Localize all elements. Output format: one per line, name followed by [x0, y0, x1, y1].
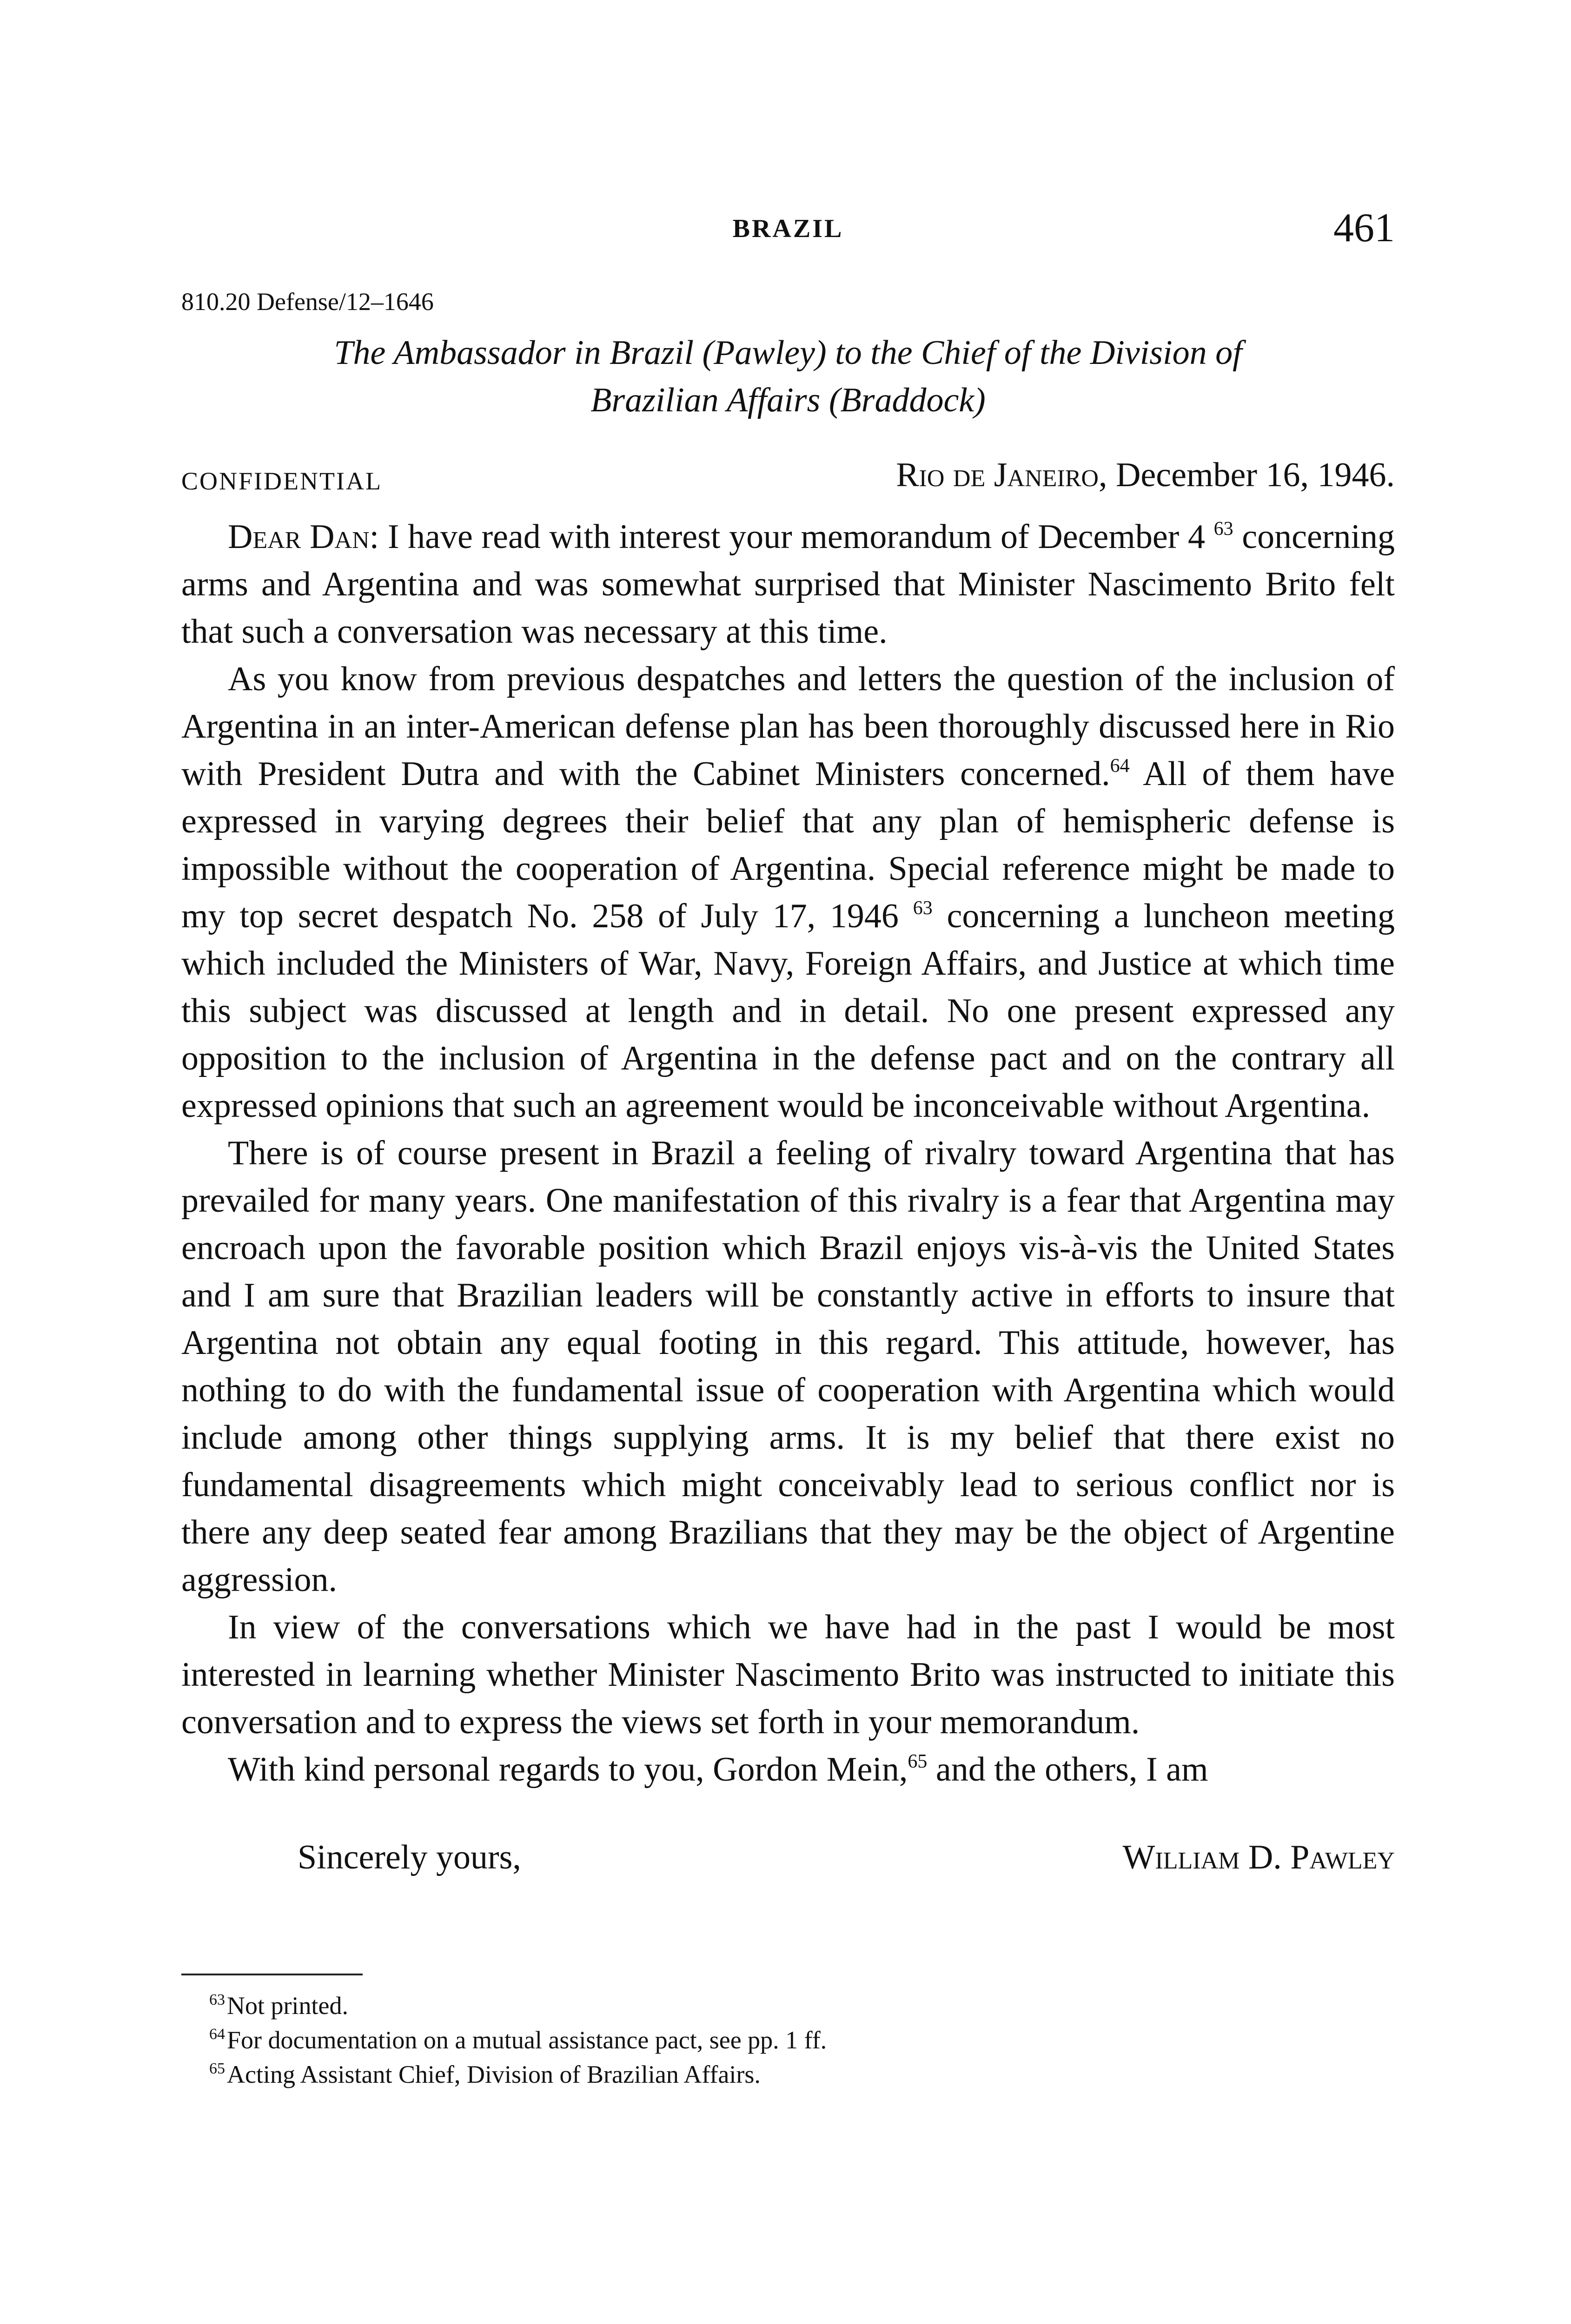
running-title: BRAZIL	[732, 214, 844, 243]
page-number: 461	[1333, 205, 1395, 251]
footnote	[181, 2057, 1395, 2092]
paragraph-1	[181, 513, 1395, 655]
running-head	[181, 205, 1395, 251]
paragraph-5-text-1: With kind personal regards to you, Gordon Mein,	[228, 1750, 908, 1789]
footnote-ref-65: 65	[908, 1751, 928, 1772]
footnote-ref-63: 63	[1213, 518, 1233, 540]
salutation: Dear Dan	[228, 518, 370, 556]
document-title-line-2: Brazilian Affairs (Braddock)	[590, 381, 986, 419]
footnote-text: Not printed.	[227, 1992, 348, 2020]
letter-body	[181, 513, 1395, 1793]
paragraph-2	[181, 655, 1395, 1129]
footnote-divider	[181, 1974, 363, 1975]
footnote-text: For documentation on a mutual assistance pact, see pp. 1 ff.	[227, 2026, 827, 2054]
complimentary-close: Sincerely yours,	[298, 1838, 521, 1876]
dateline-place: Rio de Janeiro	[896, 456, 1099, 494]
footnote-text: Acting Assistant Chief, Division of Brazilian Affairs.	[227, 2060, 761, 2088]
footnote	[181, 2023, 1395, 2057]
paragraph-4: In view of the conversations which we have had in the past I would be most interested in learning whether Minister Nascimento Brito was instructed to initiate this conversation and to express the views set forth in your memorandum.	[181, 1608, 1395, 1741]
paragraph-1-text-1: : I have read with interest your memorandum of December 4	[369, 518, 1214, 556]
paragraph-5-text-2: and the others, I am	[927, 1750, 1208, 1789]
classification-label: CONFIDENTIAL	[181, 467, 382, 495]
dateline	[896, 456, 1395, 495]
document-title-line-1: The Ambassador in Brazil (Pawley) to the Chief of the Division of	[334, 334, 1242, 372]
paragraph-5	[181, 1746, 1395, 1793]
document-page	[181, 0, 1395, 2324]
dateline-date: , December 16, 1946.	[1098, 456, 1395, 494]
document-title	[181, 329, 1395, 424]
footnote	[181, 1988, 1395, 2023]
signature-block	[181, 1838, 1395, 1889]
footnote-mark: 65	[209, 2060, 225, 2077]
footnotes	[181, 1988, 1395, 2092]
paragraph-2-text-2: All of them have expressed in varying degrees their belief that any plan of hemispheric defense is impossible without the cooperation of Argentina. Special reference might be made to my top secret despatch No. 258 of July 17, 1946	[181, 755, 1395, 935]
paragraph-2-text-1: As you know from previous despatches and letters the question of the inclusion of Argentina in an inter-American defense plan has been thoroughly discussed here in Rio with President Dutra and with the Cabinet Ministers concerned.	[181, 660, 1395, 793]
footnote-mark: 64	[209, 2026, 225, 2043]
footnote-mark: 63	[209, 1991, 225, 2008]
paragraph-1-text-2: concerning arms and Argentina and was somewhat surprised that Minister Nascimento Brito felt that such a conversation was necessary at this time.	[181, 518, 1395, 651]
file-number: 810.20 Defense/12–1646	[181, 288, 434, 316]
signature: William D. Pawley	[1122, 1838, 1395, 1876]
paragraph-3: There is of course present in Brazil a feeling of rivalry toward Argentina that has prevailed for many years. One manifestation of this rivalry is a fear that Argentina may encroach upon the favorable position which Brazil enjoys vis-à-vis the United States and I am sure that Brazilian leaders will be constantly active in efforts to insure that Argentina not obtain any equal footing in this regard. This attitude, however, has nothing to do with the fundamental issue of cooperation with Argentina which would include among other things supplying arms. It is my belief that there exist no fundamental disagreements which might conceivably lead to serious conflict nor is there any deep seated fear among Brazilians that they may be the object of Argentine aggression.	[181, 1134, 1395, 1599]
footnote-ref-64: 64	[1110, 755, 1130, 777]
footnote-ref-63-second: 63	[913, 898, 933, 919]
paragraph-2-text-3: concerning a luncheon meeting which included the Ministers of War, Navy, Foreign Affairs, and Justice at which time this subject was discussed at length and in detail. No one present expressed any opposition to the inclusion of Argentina in the defense pact and on the contrary all expressed opinions that such an agreement would be inconceivable without Argentina.	[181, 897, 1395, 1125]
